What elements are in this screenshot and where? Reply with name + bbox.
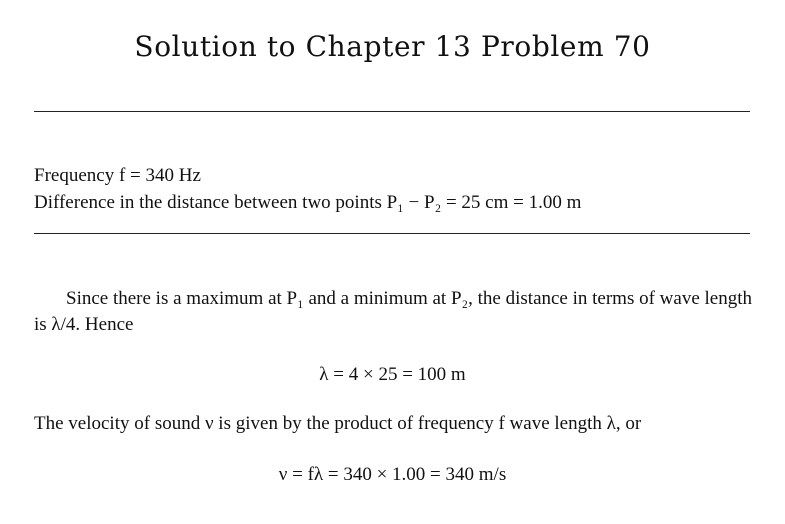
solution-paragraph-1: Since there is a maximum at P₁ and a minimum at P₂, the distance in terms of wave length is λ/4. Hence: [34, 288, 753, 335]
top-divider: [34, 111, 750, 112]
middle-divider: [34, 233, 750, 234]
equation-velocity: ν = fλ = 340 × 1.00 = 340 m/s: [278, 464, 507, 485]
equation-wavelength: λ = 4 × 25 = 100 m: [319, 364, 466, 385]
given-distance-difference: Difference in the distance between two points P₁ − P₂ = 25 cm = 1.00 m: [34, 192, 582, 213]
given-frequency: Frequency f = 340 Hz: [34, 165, 201, 186]
page-title: Solution to Chapter 13 Problem 70: [134, 30, 651, 63]
solution-paragraph-2: The velocity of sound ν is given by the product of frequency f wave length λ, or: [34, 413, 642, 434]
